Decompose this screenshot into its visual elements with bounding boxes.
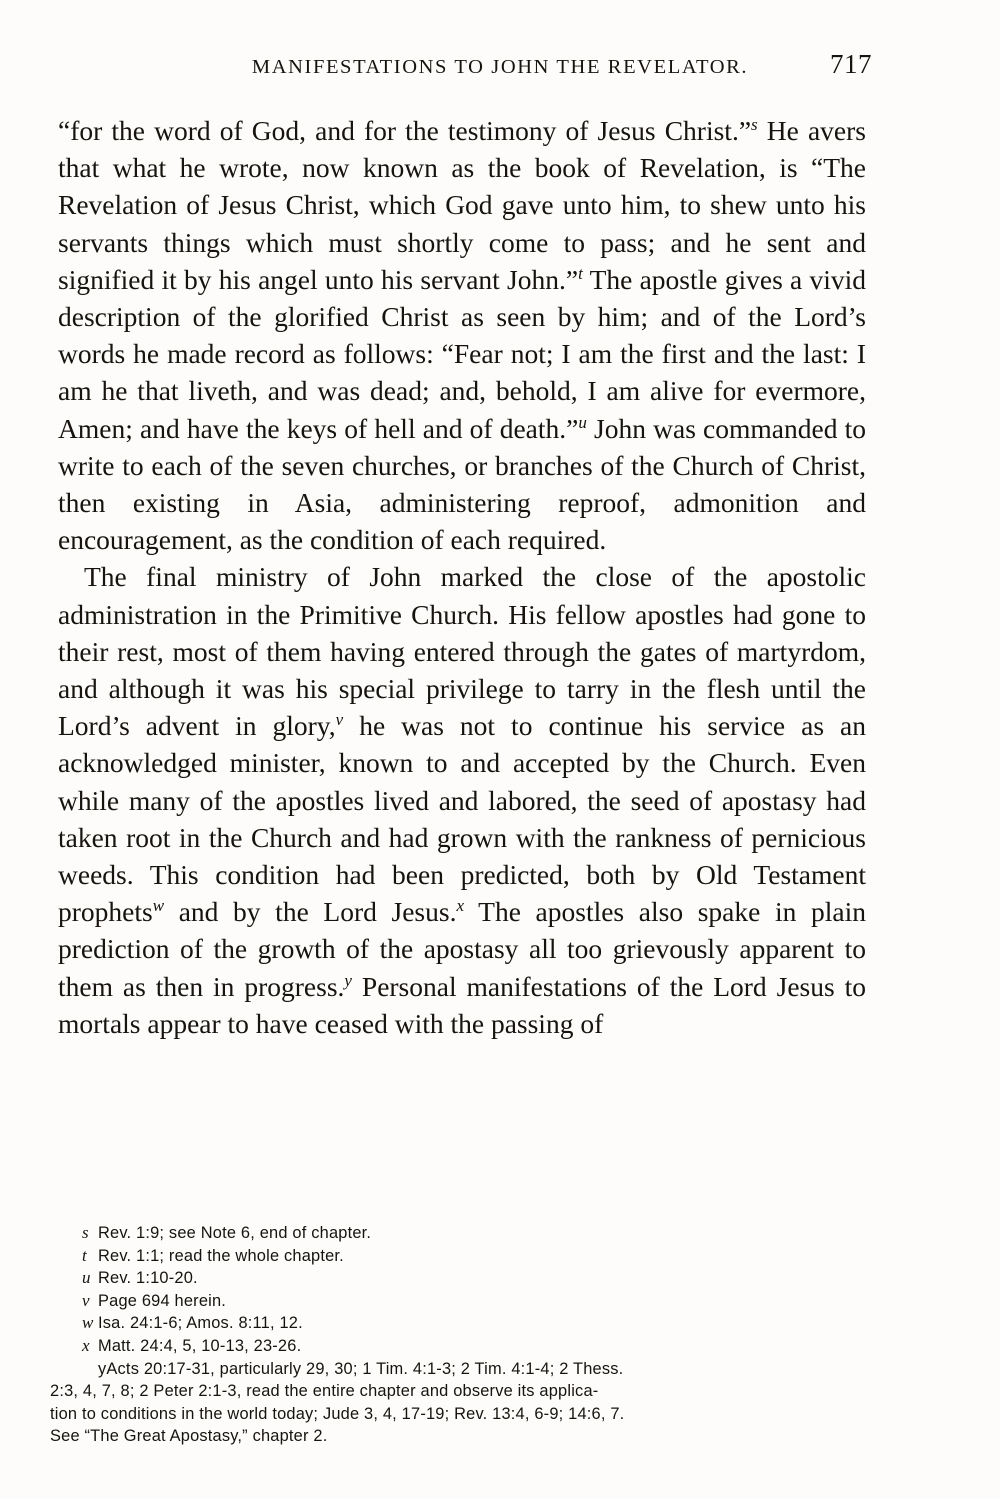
- paragraph-1-part-c: The apostle gives a vivid description of the glorified Christ as seen by him; and of the Lord’s words he made record as follows: “Fear not; I am the first and the last: I am he that liveth, and was dead; and, behold, I am alive for evermore, Amen; and have the keys of hell and of death.”: [58, 263, 867, 444]
- footnote-text: tion to conditions in the world today; Jude 3, 4, 17-19; Rev. 13:4, 6-9; 14:6, 7.: [50, 1404, 625, 1423]
- footnote-text: See “The Great Apostasy,” chapter 2.: [50, 1427, 328, 1446]
- footnote-long-line-2: [50, 1380, 916, 1403]
- paragraph-2-part-c: and by the Lord Jesus.: [164, 896, 457, 928]
- footnote-item: s Rev. 1:9; see Note 6, end of chapter.: [82, 1223, 372, 1242]
- footnote-item: w Isa. 24:1-6; Amos. 8:11, 12.: [82, 1313, 303, 1333]
- footnote-text: Rev. 1:10-20.: [98, 1269, 198, 1288]
- paragraph-1-part-d: John was commanded to write to each of the seven churches, or branches of the Church of Christ, then existing in Asia, administering reproof, admonition and encouragement, as the condition of each required.: [58, 412, 867, 556]
- footnote-marker-y: y: [344, 970, 352, 990]
- footnote-text: Isa. 24:1-6; Amos. 8:11, 12.: [98, 1314, 303, 1333]
- footnote-text: Page 694 herein.: [98, 1291, 227, 1310]
- footnote-mark: y: [98, 1359, 107, 1378]
- paragraph-2: [58, 558, 866, 1042]
- footnote-item: u Rev. 1:10-20.: [82, 1268, 198, 1288]
- footnotes-section: [50, 1222, 916, 1448]
- footnote-marker-v: v: [335, 710, 344, 730]
- footnote-text: 2:3, 4, 7, 8; 2 Peter 2:1-3, read the entire chapter and observe its applica-: [50, 1382, 599, 1401]
- footnote-item: x Matt. 24:4, 5, 10-13, 23-26.: [82, 1335, 302, 1355]
- paragraph-2-part-a: The final ministry of John marked the close of the apostolic administration in the Primitive Church. His fellow apostles had gone to their rest, most of them having entered through the gates of martyrdom, and although it was his special privilege to tarry in the flesh until the Lord’s advent in glory,: [58, 561, 866, 742]
- footnote-marker-s: s: [751, 114, 758, 134]
- footnote-item-long: [50, 1358, 916, 1448]
- paragraph-2-part-e: Personal manifestations of the Lord Jesus to mortals appear to have ceased with the passing of: [58, 970, 866, 1039]
- paragraph-1-part-a: “for the word of God, and for the testimony of Jesus Christ.”: [58, 115, 752, 146]
- paragraph-1: [58, 112, 866, 558]
- page-number: 717: [830, 49, 872, 79]
- footnote-marker-w: w: [152, 896, 165, 916]
- footnote-marker-t: t: [578, 263, 583, 283]
- footnote-item: t Rev. 1:1; read the whole chapter.: [82, 1245, 344, 1265]
- running-head-title: MANIFESTATIONS TO JOHN THE REVELATOR.: [251, 56, 749, 78]
- footnote-text: Matt. 24:4, 5, 10-13, 23-26.: [98, 1336, 302, 1355]
- footnote-marker-u: u: [578, 412, 587, 432]
- paragraph-2-part-b: he was not to continue his service as an acknowledged minister, known to and accepted by the Church. Even while many of the apostles lived and labored, the seed of apostasy had taken root in the Church and had grown with the rankness of pernicious weeds. This condition had been predicted, both by Old Testament prophets: [58, 710, 866, 928]
- footnote-text: Rev. 1:1; read the whole chapter.: [98, 1246, 344, 1265]
- footnote-text: Acts 20:17-31, particularly 29, 30; 1 Tim. 4:1-3; 2 Tim. 4:1-4; 2 Thess.: [106, 1359, 624, 1378]
- footnote-long-line-4: [50, 1425, 916, 1448]
- footnote-item: v Page 694 herein.: [82, 1290, 227, 1310]
- footnote-long-line-1: [50, 1358, 916, 1381]
- footnote-marker-x: x: [456, 896, 464, 916]
- footnote-long-line-3: [50, 1403, 916, 1426]
- footnote-text: Rev. 1:9; see Note 6, end of chapter.: [98, 1224, 372, 1242]
- paragraph-2-part-d: The apostles also spake in plain prediction of the growth of the apostasy all too grievously apparent to them as then in progress.: [58, 896, 866, 1002]
- body-text: [58, 112, 866, 1042]
- paragraph-1-part-b: He avers that what he wrote, now known as the book of Revelation, is “The Revelation of Jesus Christ, which God gave unto him, to shew unto his servants things which must shortly come to pass; and he sent and signified it by his angel unto his servant John.”: [58, 115, 866, 295]
